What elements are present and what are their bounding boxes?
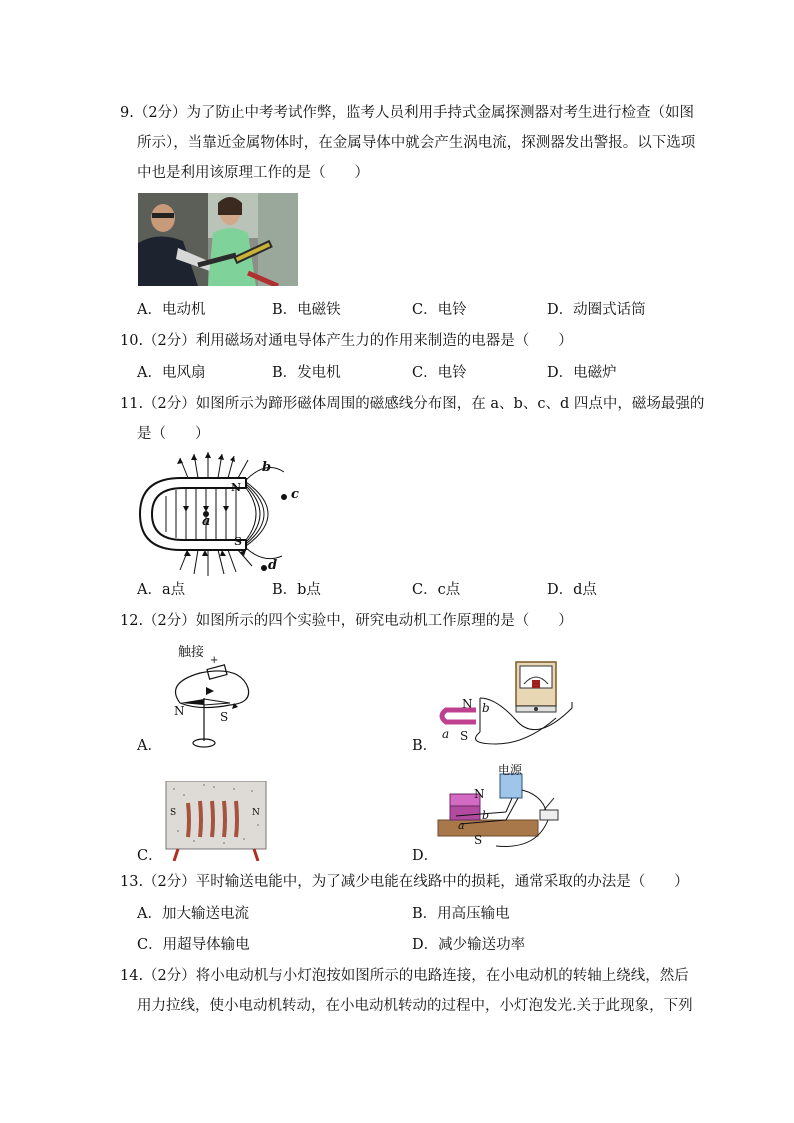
- point-b-label: b: [262, 460, 272, 475]
- q12-option-c[interactable]: C．: [137, 848, 163, 864]
- figure-a-contact-label: 触接: [178, 645, 205, 660]
- q13-line-1: 13.（2分）平时输送电能中，为了减少电能在线路中的损耗，通常采取的办法是（ ）: [120, 874, 689, 890]
- figure-d-s-label: S: [474, 833, 483, 847]
- q11-option-c[interactable]: C．c点: [412, 582, 461, 598]
- magnet-s-pole-label: S: [234, 535, 242, 548]
- point-d-label: d: [268, 558, 278, 573]
- figure-d-a-label: a: [458, 819, 465, 832]
- q14-line-1: 14.（2分）将小电动机与小灯泡按如图所示的电路连接，在小电动机的转轴上绕线，然后: [120, 968, 689, 984]
- figure-d-motor-principle: [436, 760, 576, 854]
- figure-b-n-label: N: [462, 697, 473, 711]
- q9-line-2: 所示），当靠近金属物体时，在金属导体中就会产生涡电流，探测器发出警报。以下选项: [137, 135, 696, 151]
- q11-option-b[interactable]: B．b点: [272, 582, 321, 598]
- q13-option-a[interactable]: A．加大输送电流: [137, 906, 249, 922]
- figure-d-power-label: 电源: [498, 763, 523, 777]
- horseshoe-magnet-field-diagram: [136, 452, 306, 576]
- figure-b-s-label: S: [460, 729, 469, 743]
- metal-detector-photo: [138, 193, 298, 286]
- figure-b-a-label: a: [442, 727, 450, 741]
- figure-a-s-label: S: [220, 710, 229, 724]
- figure-c-s-label: S: [170, 808, 177, 818]
- q12-line-1: 12.（2分）如图所示的四个实验中，研究电动机工作原理的是（ ）: [120, 613, 573, 629]
- q12-option-b[interactable]: B．: [412, 738, 438, 754]
- figure-c-solenoid-filings: [164, 781, 268, 861]
- figure-d-b-label: b: [482, 809, 490, 822]
- q9-option-c[interactable]: C．电铃: [412, 302, 467, 318]
- q12-option-a[interactable]: A．: [137, 738, 162, 754]
- point-c-label: c: [291, 487, 299, 502]
- q9-line-1: 9.（2分）为了防止中考考试作弊，监考人员利用手持式金属探测器对考生进行检查（如图: [120, 105, 695, 121]
- q10-option-a[interactable]: A．电风扇: [137, 365, 206, 381]
- figure-a-plus-label: +: [210, 655, 219, 666]
- figure-c-n-label: N: [252, 808, 260, 818]
- q9-line-3: 中也是利用该原理工作的是（ ）: [137, 165, 369, 181]
- q10-option-b[interactable]: B．发电机: [272, 365, 341, 381]
- q9-option-a[interactable]: A．电动机: [137, 302, 206, 318]
- q11-line-2: 是（ ）: [137, 426, 210, 442]
- q11-option-a[interactable]: A．a点: [137, 582, 186, 598]
- q10-option-d[interactable]: D．电磁炉: [547, 365, 617, 381]
- q13-option-b[interactable]: B．用高压输电: [412, 906, 510, 922]
- figure-d-n-label: N: [474, 787, 485, 801]
- magnet-n-pole-label: N: [231, 481, 242, 494]
- q9-option-d[interactable]: D．动圈式话筒: [547, 302, 646, 318]
- point-a-label: a: [202, 514, 211, 529]
- figure-b-induction-galvanometer: [436, 658, 584, 748]
- q9-option-b[interactable]: B．电磁铁: [272, 302, 341, 318]
- figure-b-b-label: b: [482, 701, 490, 715]
- q14-line-2: 用力拉线，使小电动机转动，在小电动机转动的过程中，小灯泡发光.关于此现象，下列: [137, 998, 693, 1014]
- q10-line-1: 10.（2分）利用磁场对通电导体产生力的作用来制造的电器是（ ）: [120, 333, 573, 349]
- figure-a-compass-wire: [160, 643, 260, 753]
- q13-option-c[interactable]: C．用超导体输电: [137, 937, 250, 953]
- q11-line-1: 11.（2分）如图所示为蹄形磁体周围的磁感线分布图，在 a、b、c、d 四点中，磁场最强的: [120, 396, 705, 412]
- figure-a-n-label: N: [174, 704, 185, 718]
- q13-option-d[interactable]: D．减少输送功率: [412, 937, 526, 953]
- q10-option-c[interactable]: C．电铃: [412, 365, 467, 381]
- q11-option-d[interactable]: D．d点: [547, 582, 597, 598]
- q12-option-d[interactable]: D．: [412, 848, 439, 864]
